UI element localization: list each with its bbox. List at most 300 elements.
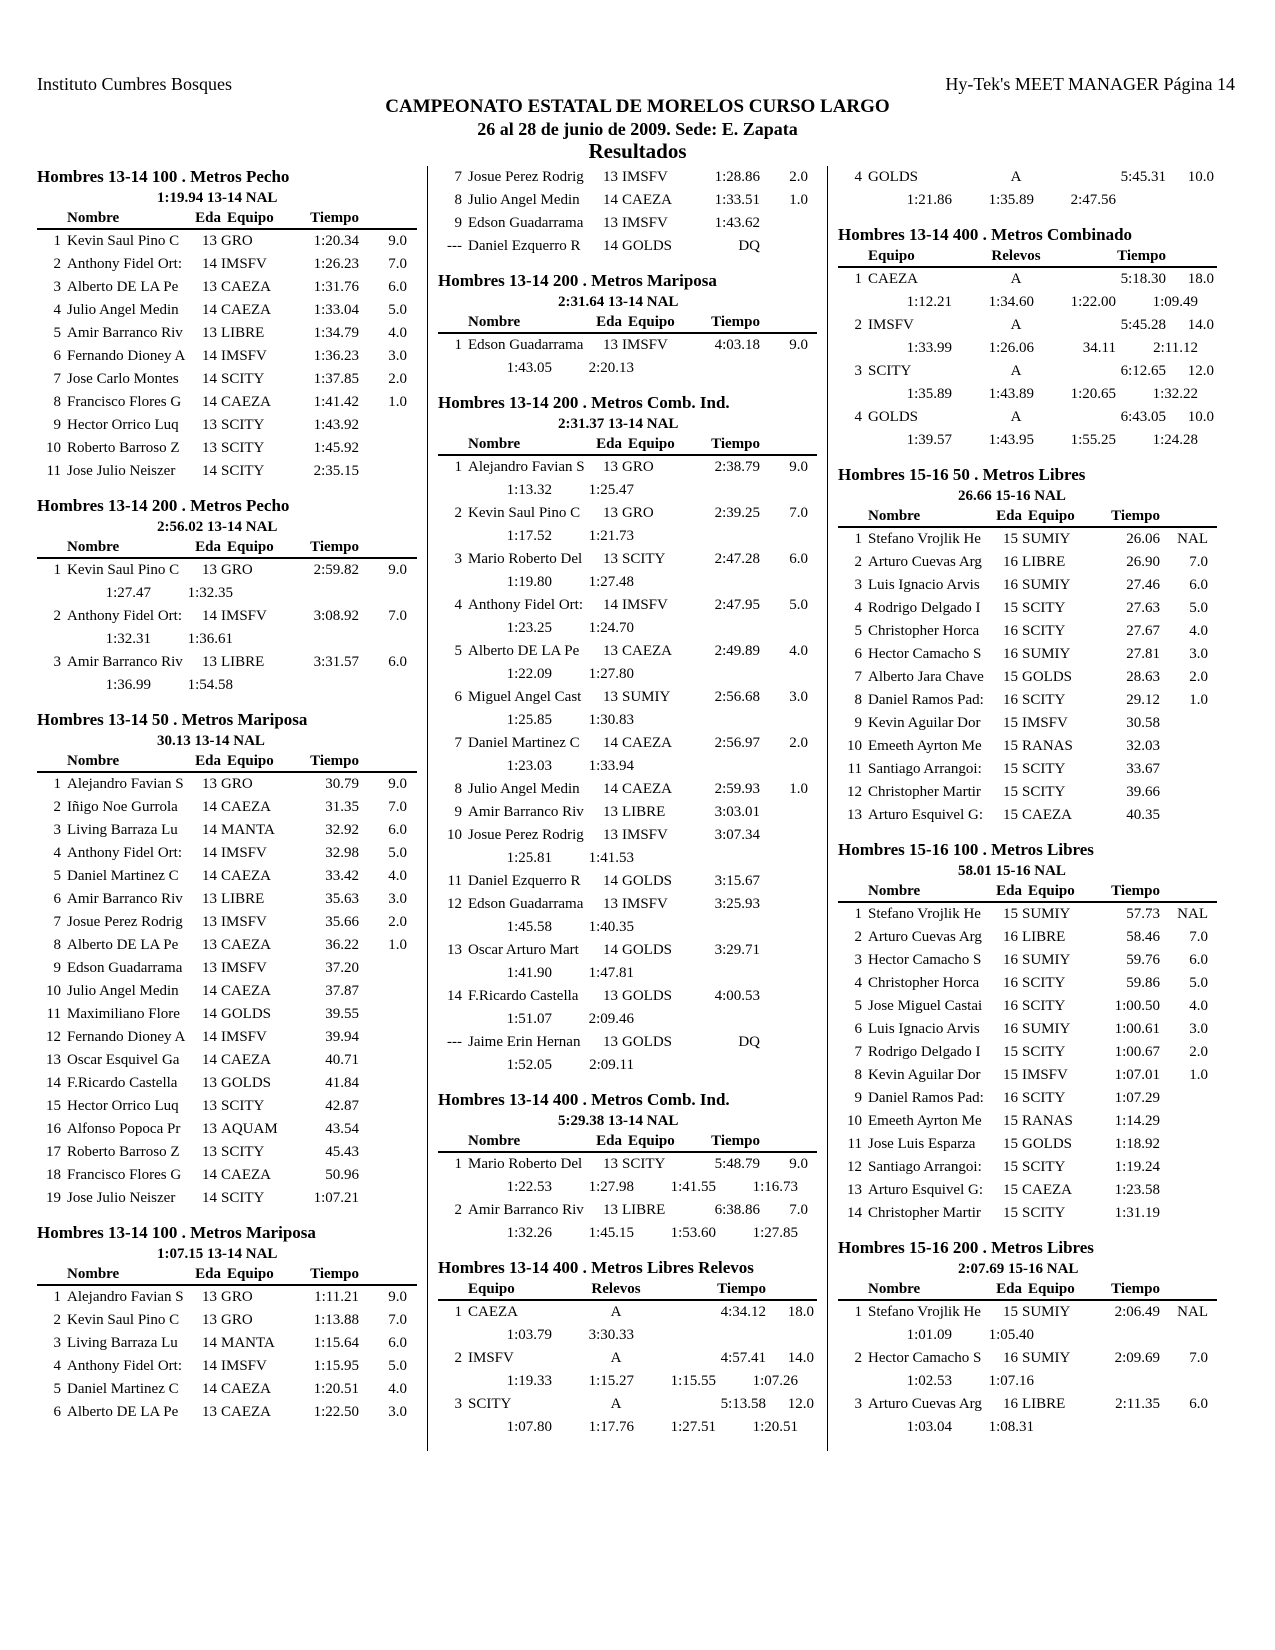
time: 32.92	[325, 822, 359, 838]
time: 35.66	[325, 914, 359, 930]
swimmer-name: Amir Barranco Riv	[67, 891, 183, 907]
header-equipo: Equipo	[628, 1133, 675, 1149]
place: 5	[454, 643, 462, 659]
swimmer-name: Amir Barranco Riv	[468, 1202, 584, 1218]
swimmer-name: Christopher Horca	[868, 975, 980, 991]
header-spacer	[37, 537, 67, 557]
result-row	[37, 773, 417, 796]
team: LIBRE	[1022, 929, 1066, 945]
time: 40.71	[325, 1052, 359, 1068]
age: 13	[603, 337, 618, 353]
result-row	[37, 1118, 417, 1141]
swimmer-name: Josue Perez Rodrig	[67, 914, 183, 930]
swimmer-name: Edson Guadarrama	[468, 896, 584, 912]
split-time: 1:30.83	[588, 712, 634, 728]
time: 3:07.34	[714, 827, 760, 843]
place: 17	[46, 1144, 61, 1160]
points	[359, 1026, 413, 1049]
result-row	[37, 842, 417, 865]
age: 15	[1003, 1304, 1018, 1320]
result-row	[838, 926, 1217, 949]
team: IMSFV	[221, 608, 267, 624]
place: 3	[854, 363, 862, 379]
event-block	[37, 709, 417, 1210]
result-row	[37, 934, 417, 957]
time: 1:31.76	[313, 279, 359, 295]
time: 33.42	[325, 868, 359, 884]
place: 2	[454, 505, 462, 521]
split-time: 1:34.60	[988, 294, 1034, 310]
points: 6.0	[388, 822, 407, 838]
header-tiempo: Tiempo	[1111, 508, 1160, 524]
split-time: 1:36.99	[105, 677, 151, 693]
age: 14	[202, 822, 217, 838]
swimmer-name: Living Barraza Lu	[67, 822, 178, 838]
points: 1.0	[388, 937, 407, 953]
result-row	[37, 1049, 417, 1072]
header-spacer	[838, 506, 868, 526]
points: 7.0	[388, 256, 407, 272]
result-row	[838, 551, 1217, 574]
points	[1160, 758, 1214, 781]
points: 3.0	[388, 891, 407, 907]
place: 14	[46, 1075, 61, 1091]
place: 4	[854, 169, 862, 185]
place: 8	[854, 1067, 862, 1083]
result-row	[838, 620, 1217, 643]
swimmer-name: Fernando Dioney A	[67, 1029, 186, 1045]
place: 1	[53, 233, 61, 249]
age: 16	[1003, 1021, 1018, 1037]
swimmer-name: Edson Guadarrama	[468, 337, 584, 353]
time: 2:38.79	[714, 459, 760, 475]
time: 45.43	[325, 1144, 359, 1160]
team: GRO	[221, 562, 253, 578]
points: 12.0	[787, 1396, 814, 1412]
age: 14	[202, 348, 217, 364]
points	[1160, 1133, 1214, 1156]
team: CAEZA	[221, 983, 271, 999]
time: 1:31.19	[1114, 1205, 1160, 1221]
time: 4:34.12	[720, 1304, 766, 1320]
time: 43.54	[325, 1121, 359, 1137]
event-block	[438, 166, 817, 258]
team: SCITY	[1022, 623, 1066, 639]
place: 8	[53, 394, 61, 410]
points	[1160, 1156, 1214, 1179]
time: 3:31.57	[313, 654, 359, 670]
age: 15	[1003, 1113, 1018, 1129]
team: CAEZA	[221, 302, 271, 318]
header-left: Instituto Cumbres Bosques	[37, 74, 233, 94]
swimmer-name: Kevin Saul Pino C	[468, 505, 581, 521]
time: 1:20.51	[313, 1381, 359, 1397]
header-spacer	[438, 1279, 468, 1299]
team: SUMIY	[1022, 646, 1071, 662]
time: 30.79	[325, 776, 359, 792]
header-nombre: Nombre	[468, 314, 521, 330]
team: SCITY	[1022, 692, 1066, 708]
time: 2:56.68	[714, 689, 760, 705]
table-header	[438, 1131, 817, 1153]
table-header	[438, 434, 817, 456]
header-equipo: Equipo	[1028, 883, 1075, 899]
place: 3	[53, 822, 61, 838]
swimmer-name: Rodrigo Delgado I	[868, 1044, 981, 1060]
age: 15	[1003, 761, 1018, 777]
swimmer-name: Rodrigo Delgado I	[868, 600, 981, 616]
result-row	[838, 1179, 1217, 1202]
time: 3:29.71	[714, 942, 760, 958]
time: 1:07.01	[1114, 1067, 1160, 1083]
swimmer-name: Kevin Saul Pino C	[67, 233, 180, 249]
points: 4.0	[388, 868, 407, 884]
team: SCITY	[468, 1396, 512, 1412]
team: GOLDS	[622, 1034, 673, 1050]
time: 39.66	[1126, 784, 1160, 800]
points	[1160, 1202, 1214, 1225]
age: 15	[1003, 784, 1018, 800]
team: IMSFV	[1022, 715, 1068, 731]
event-block	[37, 495, 417, 697]
split-time: 1:12.21	[906, 294, 952, 310]
points: 10.0	[1187, 409, 1214, 425]
team: CAEZA	[221, 394, 271, 410]
swimmer-name: Alberto DE LA Pe	[468, 643, 580, 659]
points: 1.0	[1189, 1067, 1208, 1083]
points	[760, 212, 814, 235]
split-time: 1:35.89	[988, 192, 1034, 208]
age: 13	[202, 562, 217, 578]
time: 5:45.28	[1120, 317, 1166, 333]
team: LIBRE	[622, 804, 666, 820]
points	[359, 980, 413, 1003]
place: 7	[53, 914, 61, 930]
points	[359, 1003, 413, 1026]
team: IMSFV	[622, 827, 668, 843]
swimmer-name: Jaime Erin Hernan	[468, 1034, 581, 1050]
time: 2:47.95	[714, 597, 760, 613]
points: 2.0	[1189, 1044, 1208, 1060]
place: 5	[854, 998, 862, 1014]
result-row	[838, 712, 1217, 735]
split-time: 1:03.04	[906, 1419, 952, 1435]
team: GOLDS	[622, 873, 673, 889]
table-header	[37, 751, 417, 773]
swimmer-name: Alberto DE LA Pe	[67, 937, 179, 953]
meet-subtitle: 26 al 28 de junio de 2009. Sede: E. Zapata	[477, 119, 798, 139]
result-row	[838, 1156, 1217, 1179]
split-time: 1:32.31	[105, 631, 151, 647]
place: 2	[53, 256, 61, 272]
result-row	[37, 1309, 417, 1332]
place: 1	[53, 776, 61, 792]
place: 10	[447, 827, 462, 843]
swimmer-name: Edson Guadarrama	[67, 960, 183, 976]
header-tiempo: Tiempo	[711, 314, 760, 330]
header-spacer	[838, 1279, 868, 1299]
points	[359, 460, 413, 483]
time: DQ	[738, 1034, 760, 1050]
time: 37.20	[325, 960, 359, 976]
swimmer-name: Daniel Ezquerro R	[468, 873, 581, 889]
age: 16	[1003, 952, 1018, 968]
split-row	[838, 383, 1217, 406]
team: SUMIY	[1022, 1304, 1071, 1320]
age: 15	[1003, 669, 1018, 685]
team: GOLDS	[1022, 1136, 1073, 1152]
age: 15	[1003, 600, 1018, 616]
header-tiempo: Tiempo	[711, 436, 760, 452]
header-tiempo: Tiempo	[310, 210, 359, 226]
place: 1	[454, 1156, 462, 1172]
split-time: 2:11.12	[1153, 340, 1198, 356]
place: 12	[847, 784, 862, 800]
split-time: 1:27.85	[752, 1225, 798, 1241]
place: 2	[53, 799, 61, 815]
age: 13	[202, 937, 217, 953]
swimmer-name: Mario Roberto Del	[468, 1156, 583, 1172]
split-row	[438, 357, 817, 380]
result-row	[37, 1286, 417, 1309]
result-row	[37, 819, 417, 842]
age: 14	[202, 1006, 217, 1022]
split-time: 1:25.47	[588, 482, 634, 498]
swimmer-name: Amir Barranco Riv	[67, 325, 183, 341]
age: 13	[603, 1034, 618, 1050]
age: 13	[202, 1098, 217, 1114]
result-row	[37, 1187, 417, 1210]
split-row	[438, 525, 817, 548]
points: 1.0	[789, 192, 808, 208]
team: SCITY	[622, 551, 666, 567]
place: 1	[454, 337, 462, 353]
split-time: 1:45.58	[506, 919, 552, 935]
age: 14	[202, 302, 217, 318]
team: CAEZA	[221, 799, 271, 815]
table-header	[37, 1264, 417, 1286]
swimmer-name: Alberto DE LA Pe	[67, 1404, 179, 1420]
team: GOLDS	[868, 169, 919, 185]
points: 7.0	[388, 1312, 407, 1328]
split-time: 1:33.94	[588, 758, 634, 774]
result-row	[37, 299, 417, 322]
swimmer-name: Daniel Ramos Pad:	[868, 692, 984, 708]
points: 4.0	[1189, 998, 1208, 1014]
time: 1:07.29	[1114, 1090, 1160, 1106]
event-block	[438, 392, 817, 1077]
result-row	[438, 235, 817, 258]
swimmer-name: Emeeth Ayrton Me	[868, 738, 982, 754]
time: 2:59.93	[714, 781, 760, 797]
header-equipo: Equipo	[868, 248, 915, 264]
header-equipo: Equipo	[227, 753, 274, 769]
result-row	[838, 972, 1217, 995]
place: 7	[854, 1044, 862, 1060]
split-row	[438, 1324, 817, 1347]
split-time: 1:35.89	[906, 386, 952, 402]
event-record: 30.13 13-14 NAL	[157, 733, 265, 749]
time: 1:14.29	[1114, 1113, 1160, 1129]
age: 16	[1003, 692, 1018, 708]
points	[359, 437, 413, 460]
relay-result-row	[838, 166, 1217, 189]
event-title: Hombres 13-14 400 . Metros Combinado	[838, 225, 1133, 244]
split-time: 1:43.89	[988, 386, 1034, 402]
place: 9	[454, 215, 462, 231]
swimmer-name: Anthony Fidel Ort:	[67, 1358, 182, 1374]
split-row	[438, 1370, 817, 1393]
age: 13	[202, 914, 217, 930]
place: 4	[53, 1358, 61, 1374]
event-title: Hombres 15-16 50 . Metros Libres	[838, 465, 1086, 484]
split-row	[438, 663, 817, 686]
time: 2:49.89	[714, 643, 760, 659]
team: LIBRE	[221, 891, 265, 907]
time: 41.84	[325, 1075, 359, 1091]
split-row	[438, 1008, 817, 1031]
points: 7.0	[789, 1202, 808, 1218]
header-nombre: Nombre	[468, 1133, 521, 1149]
age: 14	[202, 394, 217, 410]
team: SCITY	[1022, 784, 1066, 800]
result-row	[438, 824, 817, 847]
result-row	[37, 391, 417, 414]
team: SCITY	[1022, 1159, 1066, 1175]
team: SCITY	[221, 440, 265, 456]
swimmer-name: Stefano Vrojlik He	[868, 1304, 981, 1320]
place: 1	[854, 271, 862, 287]
result-row	[37, 253, 417, 276]
result-row	[37, 276, 417, 299]
split-time: 1:13.32	[506, 482, 552, 498]
team: MANTA	[221, 1335, 275, 1351]
swimmer-name: Kevin Aguilar Dor	[868, 1067, 981, 1083]
points: 14.0	[1187, 317, 1214, 333]
time: 6:12.65	[1120, 363, 1166, 379]
age: 13	[603, 169, 618, 185]
place: 7	[454, 735, 462, 751]
header-nombre: Nombre	[868, 1281, 921, 1297]
age: 15	[1003, 738, 1018, 754]
time: 4:57.41	[720, 1350, 766, 1366]
result-row	[438, 778, 817, 801]
swimmer-name: Daniel Martinez C	[67, 1381, 179, 1397]
split-time: 1:17.76	[588, 1419, 634, 1435]
swimmer-name: Hector Camacho S	[868, 646, 982, 662]
team: SUMIY	[1022, 577, 1071, 593]
age: 14	[603, 238, 618, 254]
relay-letter: A	[1010, 317, 1022, 333]
team: SCITY	[1022, 761, 1066, 777]
event-record: 58.01 15-16 NAL	[958, 863, 1066, 879]
points: 5.0	[388, 1358, 407, 1374]
result-row	[37, 1332, 417, 1355]
event-title: Hombres 13-14 100 . Metros Mariposa	[37, 1223, 316, 1242]
points	[1160, 1087, 1214, 1110]
age: 13	[202, 279, 217, 295]
time: 2:06.49	[1114, 1304, 1160, 1320]
points: 9.0	[789, 459, 808, 475]
swimmer-name: Living Barraza Lu	[67, 1335, 178, 1351]
points: 2.0	[789, 169, 808, 185]
age: 13	[202, 891, 217, 907]
time: 5:13.58	[720, 1396, 766, 1412]
header-spacer	[37, 751, 67, 771]
swimmer-name: Alejandro Favian S	[468, 459, 585, 475]
event-record: 2:31.64 13-14 NAL	[558, 294, 679, 310]
swimmer-name: Iñigo Noe Gurrola	[67, 799, 178, 815]
place: 2	[854, 929, 862, 945]
age: 13	[202, 1312, 217, 1328]
swimmer-name: Oscar Arturo Mart	[468, 942, 579, 958]
relay-letter: A	[1010, 363, 1022, 379]
results-column-1	[37, 166, 427, 1436]
points	[760, 939, 814, 962]
result-row	[37, 1026, 417, 1049]
time: 1:33.04	[313, 302, 359, 318]
age: 13	[202, 325, 217, 341]
swimmer-name: Miguel Angel Cast	[468, 689, 582, 705]
age: 13	[603, 215, 618, 231]
header-spacer	[37, 1264, 67, 1284]
age: 13	[202, 1075, 217, 1091]
event-title: Hombres 13-14 200 . Metros Mariposa	[438, 271, 717, 290]
place: 8	[854, 692, 862, 708]
team: IMSFV	[468, 1350, 514, 1366]
result-row	[838, 1393, 1217, 1416]
time: 40.35	[1126, 807, 1160, 823]
age: 14	[202, 1167, 217, 1183]
header-eda: Eda	[596, 314, 622, 330]
swimmer-name: Daniel Ramos Pad:	[868, 1090, 984, 1106]
points: 3.0	[1189, 646, 1208, 662]
header-nombre: Nombre	[67, 539, 120, 555]
team: IMSFV	[622, 169, 668, 185]
age: 14	[202, 1335, 217, 1351]
age: 14	[202, 845, 217, 861]
header-spacer	[438, 1131, 468, 1151]
split-row	[838, 291, 1217, 314]
split-time: 1:07.26	[752, 1373, 798, 1389]
points: 1.0	[789, 781, 808, 797]
place: 5	[53, 325, 61, 341]
swimmer-name: Arturo Cuevas Arg	[868, 554, 982, 570]
split-row	[438, 916, 817, 939]
place: 10	[847, 1113, 862, 1129]
age: 13	[603, 988, 618, 1004]
age: 15	[1003, 531, 1018, 547]
split-row	[438, 1416, 817, 1439]
place: 4	[53, 845, 61, 861]
place: 8	[454, 781, 462, 797]
time: 1:00.67	[1114, 1044, 1160, 1060]
team: GRO	[622, 505, 654, 521]
team: SUMIY	[1022, 1350, 1071, 1366]
points: NAL	[1177, 531, 1208, 547]
points	[359, 1141, 413, 1164]
split-time: 1:07.16	[988, 1373, 1034, 1389]
split-time: 1:25.85	[506, 712, 552, 728]
points: 6.0	[388, 654, 407, 670]
age: 13	[202, 1404, 217, 1420]
result-row	[838, 804, 1217, 827]
place: 2	[854, 317, 862, 333]
header-eda: Eda	[195, 753, 221, 769]
swimmer-name: Maximiliano Flore	[67, 1006, 180, 1022]
split-time: 1:40.35	[588, 919, 634, 935]
result-row	[838, 1133, 1217, 1156]
